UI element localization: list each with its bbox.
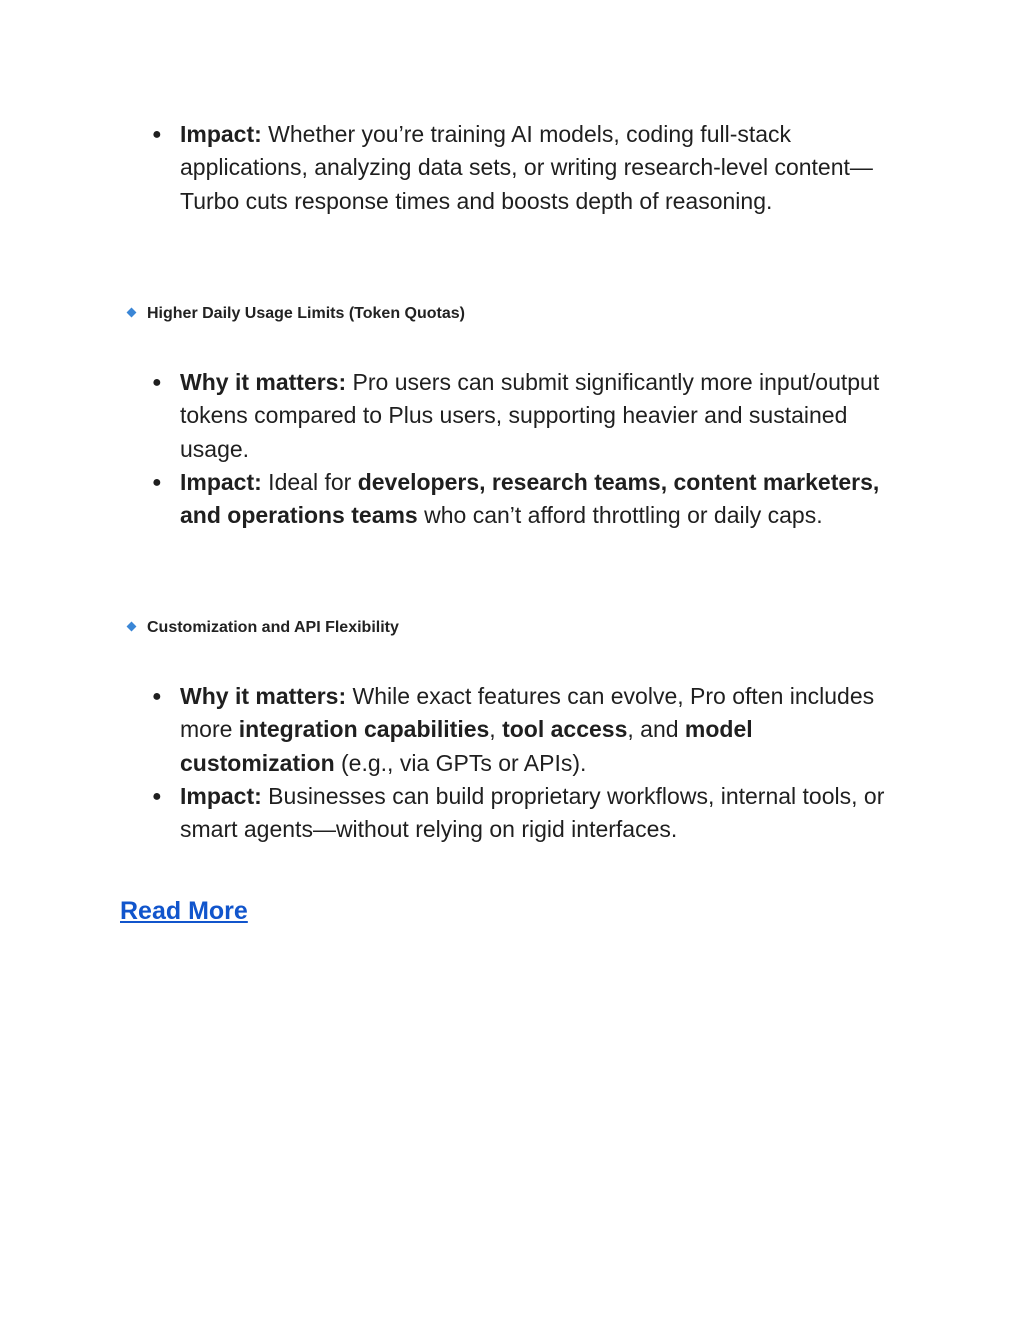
section-heading-customization [126,618,399,638]
item-label: Why it matters: [180,683,347,709]
item-text: Ideal for [261,468,358,495]
bullet-icon: ● [152,473,162,491]
heading-text: Customization and API Flexibility [147,619,399,636]
item-text: Businesses can build proprietary workflows, internal tools, or smart agents—without relying on rigid interfaces. [180,782,885,843]
heading-text: Higher Daily Usage Limits (Token Quotas) [147,305,465,322]
item-text: , [489,716,503,743]
bullet-icon: ● [152,787,162,805]
item-label: Why it matters: [180,369,347,395]
impact-list [152,118,912,218]
bullet-icon: ● [152,126,162,143]
bullet-icon: ● [152,374,162,391]
item-emphasis: tool access [502,716,628,743]
section-heading-usage-limits [126,304,465,324]
list-item [152,118,912,218]
item-label: Impact: [180,121,262,147]
item-emphasis: integration capabilities [238,716,490,743]
item-text: (e.g., via GPTs or APIs). [334,749,587,776]
item-text: Pro users can submit significantly more input/output tokens compared to Plus users, supporting heavier and sustained usage. [180,369,880,462]
item-text: who can’t afford throttling or daily caps. [417,502,823,529]
item-label: Impact: [180,468,262,495]
list-item [152,780,912,847]
item-text: , and [627,716,685,743]
list-item [152,366,912,466]
usage-limits-list [152,366,912,532]
diamond-bullet-icon [127,622,137,632]
list-item [152,466,912,533]
customization-list [152,680,912,846]
item-text: Whether you’re training AI models, coding full-stack applications, analyzing data sets, or writing research-level content—Turbo cuts response times and boosts depth of reasoning. [180,121,873,214]
diamond-bullet-icon [127,308,137,318]
item-text: While exact features can evolve, Pro often includes more [180,683,875,743]
item-emphasis: developers, research teams, content marketers, and operations teams [180,468,880,529]
read-more-link[interactable]: Read More [120,897,248,925]
list-item [152,680,912,780]
bullet-icon: ● [152,688,162,705]
item-emphasis: model customization [180,716,753,776]
item-label: Impact: [180,782,262,809]
